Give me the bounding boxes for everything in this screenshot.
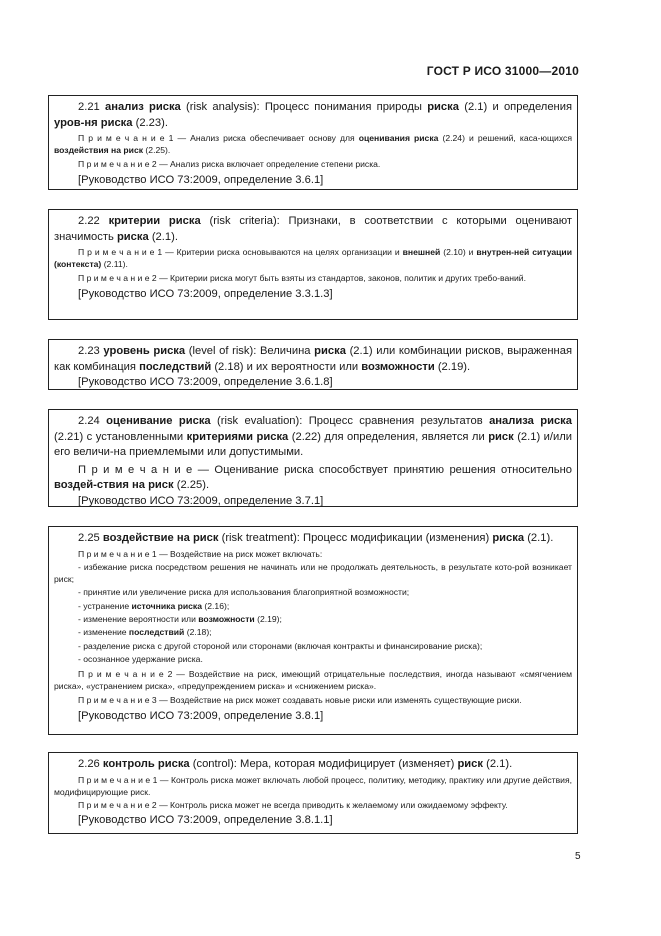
note-label: П р и м е ч а н и е <box>78 158 150 169</box>
definition-body: (risk analysis): Процесс понимания природы <box>186 101 422 113</box>
term-reference: риска <box>492 532 525 544</box>
note-2 <box>54 668 572 693</box>
definition-text <box>54 344 572 375</box>
note-3 <box>54 694 572 706</box>
term-reference: риска <box>427 101 459 113</box>
note-text: (2.11). <box>103 259 128 270</box>
note-text: (2.24) и решений, каса-ющихся <box>442 133 573 143</box>
note-label: П р и м е ч а н и е <box>78 800 150 811</box>
list-text: (2.16); <box>204 600 230 611</box>
note-label: П р и м е ч а н и е <box>78 694 150 705</box>
term-reference: возможности <box>361 360 435 373</box>
term-reference: критериями риска <box>186 430 289 443</box>
note-label: П р и м е ч а н и е <box>78 669 164 680</box>
note-text: 2 — Критерии риска могут быть взяты из стандартов, законов, политик и других требо-ваний. <box>151 272 526 283</box>
list-item <box>54 626 572 638</box>
note-2 <box>54 158 572 170</box>
note-label: П р и м е ч а н и е <box>78 133 165 143</box>
definition-body: (2.23). <box>135 116 168 129</box>
term-number: 2.26 <box>78 758 100 770</box>
term-reference: воздей-ствия на риск <box>54 479 174 491</box>
note-text: 2 — Контроль риска может не всегда приводить к желаемому или ожидаемому эффекту. <box>151 800 508 811</box>
citation: [Руководство ИСО 73:2009, определение 3.8.1] <box>78 710 324 723</box>
definition-text <box>54 214 572 245</box>
note-label: П р и м е ч а н и е <box>78 548 150 559</box>
definition-box-2-24 <box>48 409 578 507</box>
note-1 <box>54 246 572 271</box>
term-number: 2.24 <box>78 415 100 427</box>
term-reference: риска <box>314 345 346 357</box>
definition-box-2-26 <box>48 752 578 834</box>
term-number: 2.25 <box>78 532 100 544</box>
definition-body: (2.1) и/или его величи-на приемлемыми или допустимыми. <box>54 430 573 458</box>
citation: [Руководство ИСО 73:2009, определение 3.7.1] <box>78 494 324 507</box>
list-text: - устранение <box>78 600 130 611</box>
term-reference: внешней <box>402 247 441 257</box>
list-text: - изменение <box>78 627 127 638</box>
note-text: (2.25). <box>176 479 210 491</box>
note-label: П р и м е ч а н и е <box>78 774 151 785</box>
definition-body: (2.1) или комбинации рисков, выраженная как комбинация <box>54 345 573 373</box>
citation: [Руководство ИСО 73:2009, определение 3.6.1] <box>78 173 324 186</box>
list-text: (2.19); <box>257 613 282 624</box>
definition-body: (2.1). <box>527 532 554 544</box>
definition-body: (2.18) и их вероятности или <box>214 360 359 373</box>
note-text: (2.25). <box>145 145 171 156</box>
definition-body: (level of risk): Величина <box>188 345 311 357</box>
definition-box-2-23 <box>48 339 578 390</box>
definition-body: (risk evaluation): Процесс сравнения результатов <box>217 415 483 427</box>
note-label: П р и м е ч а н и е <box>78 463 193 476</box>
term-title: контроль риска <box>102 758 190 770</box>
term-reference: последствий <box>128 627 185 638</box>
term-reference: уров-ня риска <box>54 116 133 129</box>
term-number: 2.23 <box>78 345 100 357</box>
note-label: П р и м е ч а н и е <box>78 272 150 283</box>
definition-body: (2.1). <box>151 230 178 243</box>
definition-body: (2.1) и определения <box>464 101 573 113</box>
definition-body: (risk criteria): Признаки, в соответствии с которыми оценивают значимость <box>54 215 573 243</box>
note-text: 1 — Контроль риска может включать любой процесс, политику, методику, практику или другие действия, модифицирующие риск. <box>54 774 573 797</box>
list-item <box>54 613 572 625</box>
list-text: (2.18); <box>186 627 212 638</box>
definition-body: (2.22) для определения, является ли <box>291 430 485 443</box>
note-2 <box>54 272 572 284</box>
note-text: (2.10) и <box>443 247 474 257</box>
definition-box-2-25 <box>48 526 578 735</box>
list-item <box>54 600 572 612</box>
term-number: 2.22 <box>78 215 100 227</box>
citation: [Руководство ИСО 73:2009, определение 3.6.1.8] <box>78 376 333 388</box>
document-header: ГОСТ Р ИСО 31000—2010 <box>426 64 579 78</box>
note-label: П р и м е ч а н и е <box>78 247 155 257</box>
list-item: - осознанное удержание риска. <box>78 653 203 664</box>
term-reference: оценивания риска <box>358 133 439 143</box>
list-item: - разделение риска с другой стороной или сторонами (включая контракты и финансирование риска); <box>78 640 483 651</box>
definition-text <box>54 531 572 547</box>
list-item: - принятие или увеличение риска для использования благоприятной возможности; <box>78 587 410 598</box>
note-1 <box>54 132 572 157</box>
note-text: 3 — Воздействие на риск может создавать новые риски или изменять существующие риски. <box>151 694 522 705</box>
term-reference: последствий <box>139 360 212 373</box>
term-reference: источника риска <box>131 600 203 611</box>
term-reference: риск <box>488 430 514 443</box>
definition-box-2-21 <box>48 95 578 190</box>
definition-body: (risk treatment): Процесс модификации (изменения) <box>221 532 490 544</box>
definition-body: (2.19). <box>437 360 471 373</box>
note-text: 1 — Воздействие на риск может включать: <box>151 548 323 559</box>
definition-body: (2.1). <box>486 758 513 770</box>
term-reference: анализа риска <box>489 415 573 427</box>
note <box>54 463 572 494</box>
term-title: оценивание риска <box>106 415 211 427</box>
definition-box-2-22 <box>48 209 578 320</box>
note-text: 2 — Анализ риска включает определение степени риска. <box>151 158 381 169</box>
term-reference: риска <box>116 230 149 243</box>
definition-text <box>54 100 572 131</box>
note-text: — Оценивание риска способствует принятию решения относительно <box>197 463 572 476</box>
term-reference: внутрен-ней ситуации (контекста) <box>54 247 572 270</box>
note-text: 2 — Воздействие на риск, имеющий отрицательные последствия, иногда называют «смягчением риска», «устранением риска», «предупреждением риска» и «снижением риска». <box>54 669 573 692</box>
term-reference: воздействия на риск <box>54 145 144 156</box>
definition-body: (control): Мера, которая модифицирует (изменяет) <box>192 758 455 770</box>
list-item: - избежание риска посредством решения не начинать или не продолжать деятельность, в результате кото-рой возникает риск; <box>54 561 572 585</box>
note-1 <box>54 548 572 560</box>
term-reference: возможности <box>198 613 255 624</box>
definition-body: (2.21) с установленными <box>54 430 184 443</box>
note-1 <box>54 774 572 799</box>
note-2 <box>54 799 572 811</box>
citation: [Руководство ИСО 73:2009, определение 3.8.1.1] <box>78 814 333 827</box>
term-title: уровень риска <box>103 345 186 357</box>
note-text: 1 — Критерии риска основываются на целях организации и <box>157 247 400 257</box>
term-reference: риск <box>457 758 483 770</box>
term-title: анализ риска <box>105 101 181 113</box>
definition-text <box>54 414 572 461</box>
note-text: 1 — Анализ риска обеспечивает основу для <box>168 133 355 143</box>
term-title: критерии риска <box>108 215 201 227</box>
term-number: 2.21 <box>78 101 100 113</box>
list-text: - изменение вероятности или <box>78 613 196 624</box>
definition-text <box>54 757 572 773</box>
term-title: воздействие на риск <box>102 532 219 544</box>
citation: [Руководство ИСО 73:2009, определение 3.3.1.3] <box>78 287 333 300</box>
page-number: 5 <box>575 851 581 862</box>
